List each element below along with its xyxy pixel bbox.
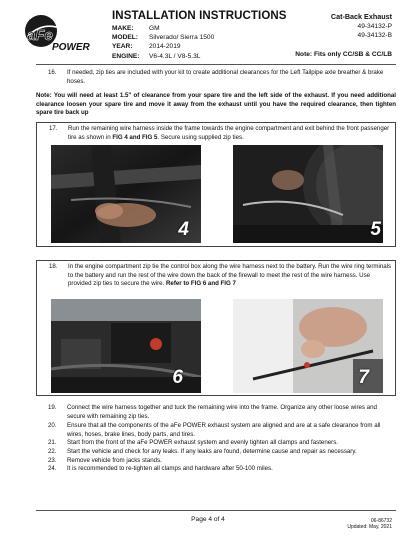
figure-7-label: 7 [358,367,369,388]
svg-text:POWER: POWER [52,42,90,53]
figure-5-label: 5 [370,219,381,240]
meta-row-model: MODEL: Silverado/ Sierra 1500 [112,34,215,42]
afe-logo-icon [22,12,104,56]
product-type: Cat-Back Exhaust [330,12,392,21]
meta-row-make: MAKE: GM [112,25,160,32]
meta-row-engine: ENGINE: V6-4.3L / V8-5.3L [112,52,201,60]
figure-6-label: 6 [172,367,183,388]
document-title: INSTALLATION INSTRUCTIONS [112,10,287,22]
figure-4-label: 4 [178,219,189,240]
figure-4-photo [51,145,201,243]
part-number: 49-34132-P [357,23,392,31]
figure-7-photo [233,299,383,393]
page-number: Page 4 of 4 [191,516,225,523]
step-21: 21. Start from the front of the aFe POWER exhaust system and evenly tighten all clamps and fasteners. [48,439,338,447]
step-22: 22. Start the vehicle and check for any leaks. If any leaks are found, determine cause and repair as necessary. [48,447,357,455]
step-17: 17. Run the remaining wire harness inside the frame towards the engine compartment and exit behind the front passenger tire as shown in FIG 4 and FIG 5. Secure using supplied zip ties. [49,125,390,141]
final-steps [36,404,396,474]
page-header [0,0,416,64]
step-19: 19. Connect the wire harness together and tuck the remaining wire into the frame. Organize any other loose wires and secure with remaining zip ties. [48,404,377,420]
step-16: 16. If needed, zip ties are included with your kit to create additional clearances for the Left Tailpipe axle breather & brake hoses. [48,69,384,85]
header-divider [36,64,396,65]
meta-row-year: YEAR: 2014-2019 [112,43,181,51]
step-23: 23. Remove vehicle from jacks stands. [48,456,162,464]
document-number: 06-86732 Updated: May, 2021 [347,518,392,531]
step-17-box [36,122,396,247]
footer-divider [36,510,396,511]
fitment-note: Note: Fits only CC/SB & CC/LB [295,50,392,58]
svg-text:aFe: aFe [27,27,53,44]
vehicle-meta [112,24,214,61]
figure-6-photo [51,299,201,393]
step-24: 24. It is recommended to re-tighten all clamps and hardware after 50-100 miles. [48,465,273,473]
afe-power-logo [22,12,104,56]
product-info [295,12,392,59]
step-20: 20. Ensure that all the components of the aFe POWER exhaust system are aligned and are at a safe clearance from all wires, hoses, brake lines, body parts, and tires. [48,422,381,438]
figure-5-photo [233,145,383,243]
step-18-box [36,260,396,396]
part-number: 49-34132-B [357,32,392,40]
clearance-note: Note: You will need at least 1.5" of clearance from your spare tire and the left side of the exhaust. If you need additional clearance loosen your spare tire and move it away from the exhaust until you have the required clearance, then tighten spare tire back up [36,92,396,117]
step-18: 18. In the engine compartment zip tie the control box along the wire harness next to the battery. Run the wire ring terminals to the battery and run the rest of the wire down the back of the firewall to meet the rest of the wire harness. Use provided zip ties to secure the wire. Refer to FIG 6 and FIG 7 [49,263,392,288]
